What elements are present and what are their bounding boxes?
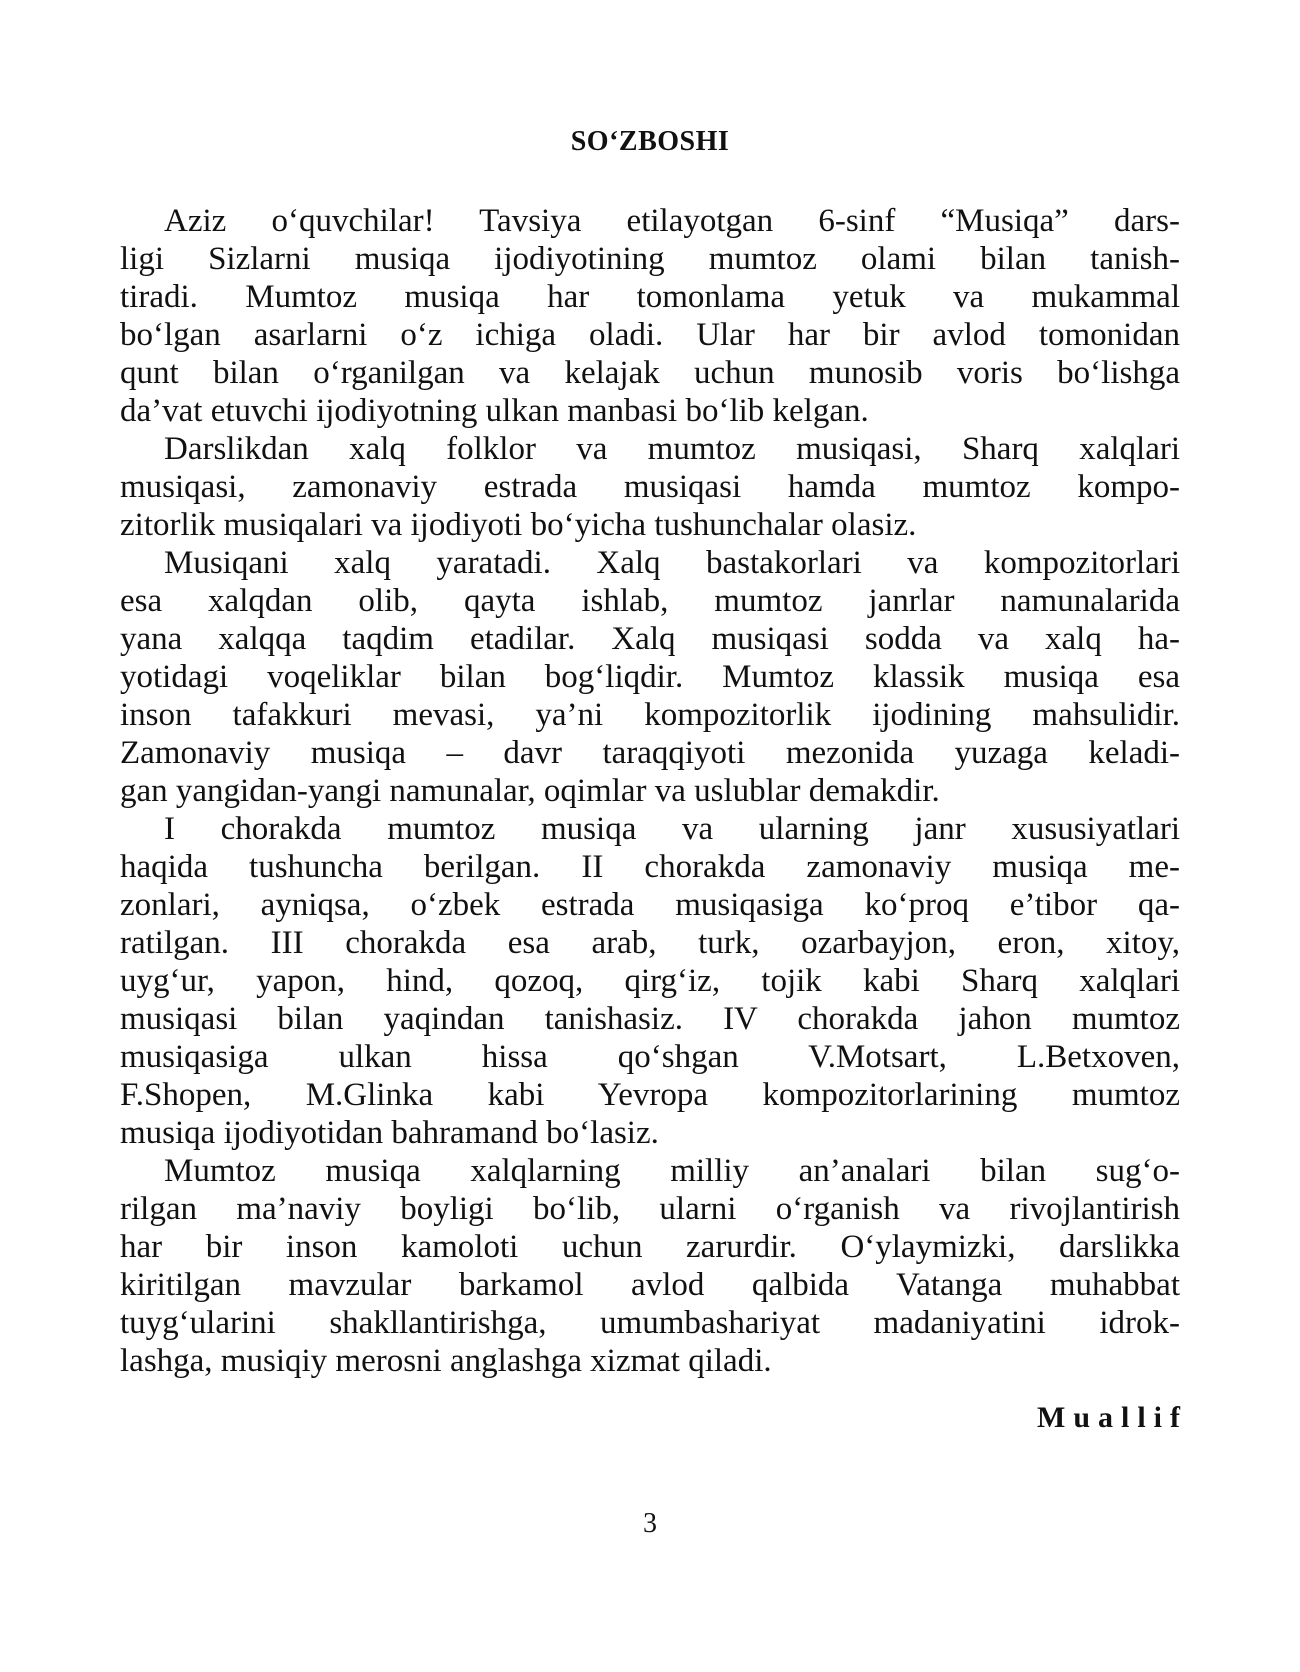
paragraph-1-line-4: bo‘lgan asarlarni o‘z ichiga oladi. Ular har bir avlod tomonidan bbox=[120, 317, 1180, 353]
paragraph-4-line-4: ratilgan. III chorakda esa arab, turk, ozarbayjon, eron, xitoy, bbox=[120, 925, 1180, 961]
paragraph-5-line-2: rilgan ma’naviy boyligi bo‘lib, ularni o‘rganish va rivojlantirish bbox=[120, 1191, 1180, 1227]
paragraph-1-line-2: ligi Sizlarni musiqa ijodiyotining mumtoz olami bilan tanish- bbox=[120, 241, 1180, 277]
paragraph-1-line-1: Aziz o‘quvchilar! Tavsiya etilayotgan 6-sinf “Musiqa” dars- bbox=[164, 203, 1180, 239]
paragraph-3-line-4: yotidagi voqeliklar bilan bog‘liqdir. Mumtoz klassik musiqa esa bbox=[120, 659, 1180, 695]
paragraph-1-line-5: qunt bilan o‘rganilgan va kelajak uchun munosib voris bo‘lishga bbox=[120, 355, 1180, 391]
paragraph-2-line-1: Darslikdan xalq folklor va mumtoz musiqasi, Sharq xalqlari bbox=[164, 431, 1180, 467]
paragraph-5-line-5: tuyg‘ularini shakllantirishga, umumbashariyat madaniyatini idrok- bbox=[120, 1305, 1180, 1341]
paragraph-2-line-3: zitorlik musiqalari va ijodiyoti bo‘yicha tushunchalar olasiz. bbox=[120, 507, 917, 543]
preface-body bbox=[120, 202, 1180, 1380]
paragraph-5-line-1: Mumtoz musiqa xalqlarning milliy an’analari bilan sug‘o- bbox=[164, 1153, 1180, 1189]
page-number: 3 bbox=[643, 1508, 657, 1539]
paragraph-4-line-6: musiqasi bilan yaqindan tanishasiz. IV chorakda jahon mumtoz bbox=[120, 1001, 1180, 1037]
page-title: SO‘ZBOSHI bbox=[570, 126, 730, 157]
paragraph-4-line-5: uyg‘ur, yapon, hind, qozoq, qirg‘iz, tojik kabi Sharq xalqlari bbox=[120, 963, 1180, 999]
paragraph-2-line-2: musiqasi, zamonaviy estrada musiqasi hamda mumtoz kompo- bbox=[120, 469, 1180, 505]
author-signature: Muallif bbox=[1037, 1401, 1188, 1434]
paragraph-4-line-9: musiqa ijodiyotidan bahramand bo‘lasiz. bbox=[120, 1115, 659, 1151]
paragraph-3-line-3: yana xalqqa taqdim etadilar. Xalq musiqasi sodda va xalq ha- bbox=[120, 621, 1180, 657]
paragraph-3-line-2: esa xalqdan olib, qayta ishlab, mumtoz janrlar namunalarida bbox=[120, 583, 1180, 619]
paragraph-4-line-7: musiqasiga ulkan hissa qo‘shgan V.Motsart, L.Betxoven, bbox=[120, 1039, 1180, 1075]
paragraph-1-line-6: da’vat etuvchi ijodiyotning ulkan manbasi bo‘lib kelgan. bbox=[120, 393, 869, 429]
paragraph-4-line-1: I chorakda mumtoz musiqa va ularning janr xususiyatlari bbox=[164, 811, 1180, 847]
paragraph-4-line-2: haqida tushuncha berilgan. II chorakda zamonaviy musiqa me- bbox=[120, 849, 1180, 885]
paragraph-4-line-3: zonlari, ayniqsa, o‘zbek estrada musiqasiga ko‘proq e’tibor qa- bbox=[120, 887, 1180, 923]
paragraph-5-line-6: lashga, musiqiy merosni anglashga xizmat qiladi. bbox=[120, 1343, 772, 1379]
paragraph-3-line-7: gan yangidan-yangi namunalar, oqimlar va uslublar demakdir. bbox=[120, 773, 940, 809]
paragraph-3-line-6: Zamonaviy musiqa – davr taraqqiyoti mezonida yuzaga keladi- bbox=[120, 735, 1180, 771]
paragraph-3-line-1: Musiqani xalq yaratadi. Xalq bastakorlari va kompozitorlari bbox=[164, 545, 1180, 581]
paragraph-5-line-4: kiritilgan mavzular barkamol avlod qalbida Vatanga muhabbat bbox=[120, 1267, 1180, 1303]
paragraph-4-line-8: F.Shopen, M.Glinka kabi Yevropa kompozitorlarining mumtoz bbox=[120, 1077, 1180, 1113]
paragraph-5-line-3: har bir inson kamoloti uchun zarurdir. O‘ylaymizki, darslikka bbox=[120, 1229, 1180, 1265]
paragraph-3-line-5: inson tafakkuri mevasi, ya’ni kompozitorlik ijodining mahsulidir. bbox=[120, 697, 1180, 733]
paragraph-1-line-3: tiradi. Mumtoz musiqa har tomonlama yetuk va mukammal bbox=[120, 279, 1180, 315]
